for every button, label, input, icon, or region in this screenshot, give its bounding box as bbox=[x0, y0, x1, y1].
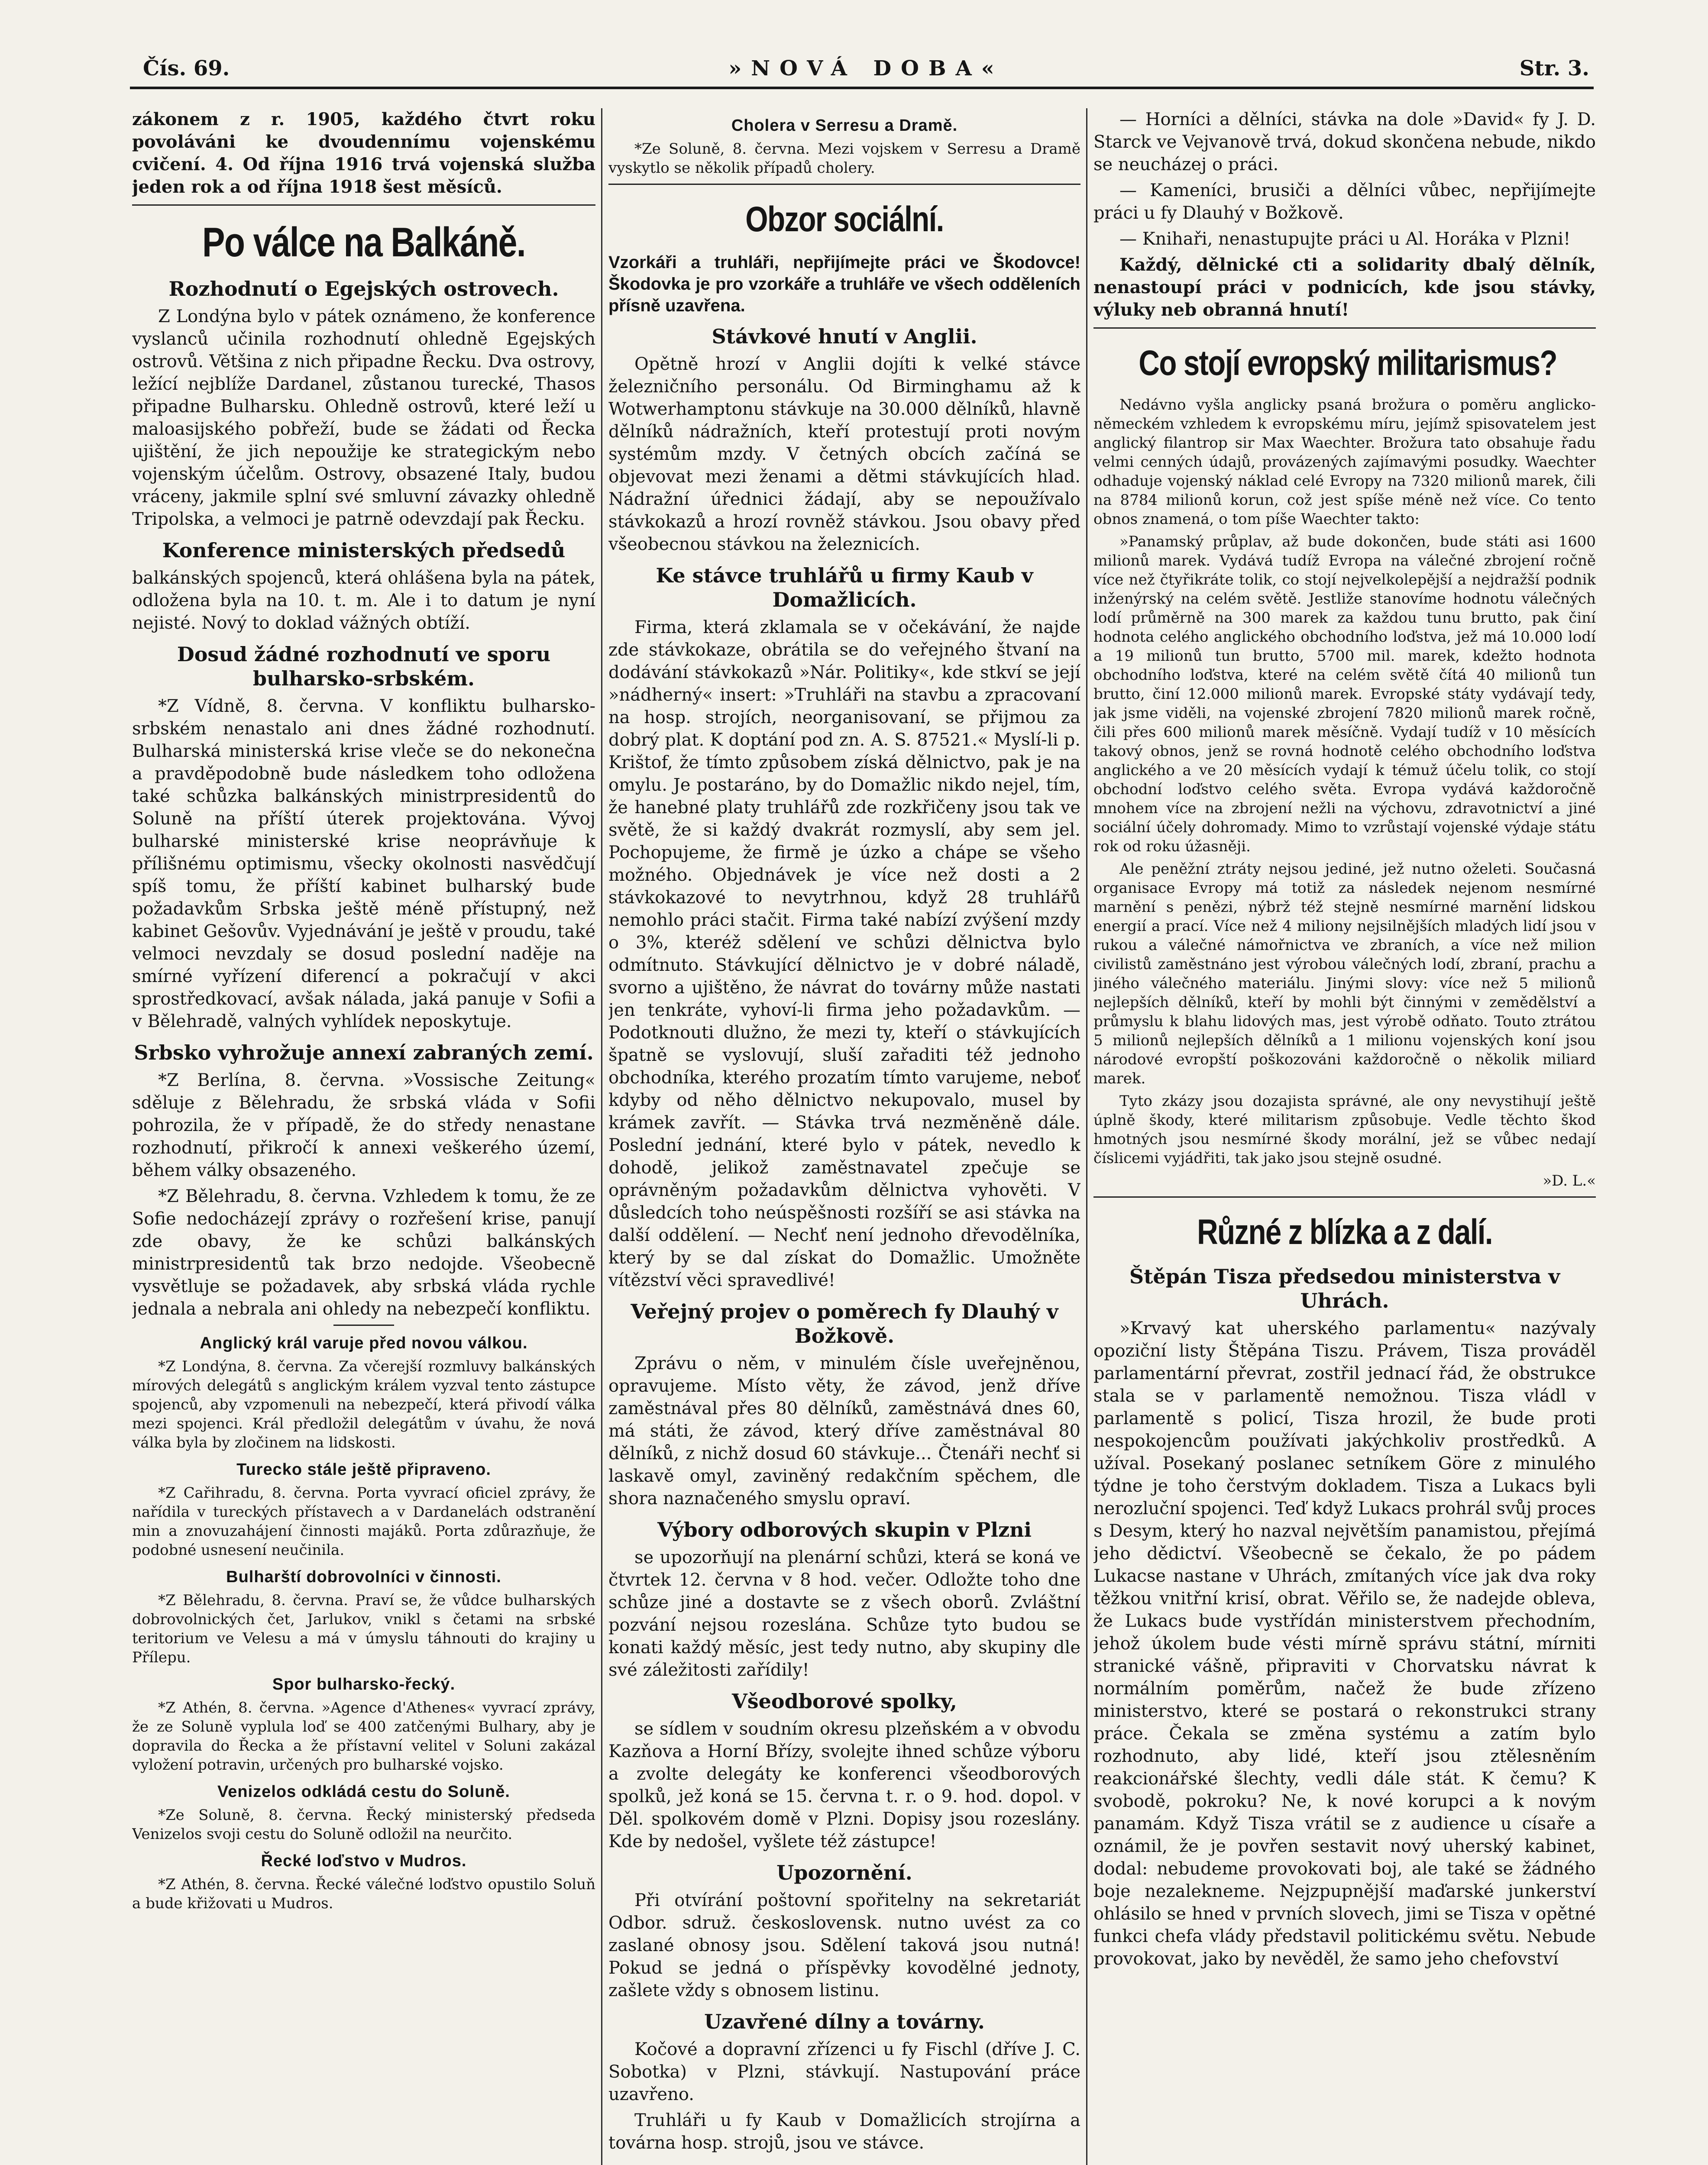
divider bbox=[333, 1325, 394, 1326]
article-heading: Cholera v Serresu a Dramě. bbox=[731, 116, 958, 135]
article-text: *Ze Soluně, 8. června. Mezi vojskem v Serresu a Dramě vyskytlo se několik případů cholery. bbox=[608, 140, 1080, 177]
article-heading: Bulharští dobrovolníci v činnosti. bbox=[226, 1568, 501, 1586]
article-text: *Z Vídně, 8. června. V konfliktu bulharsko-srbském nenastalo ani dnes žádné rozhodnutí. Bulharská ministerská krise vleče se do nekonečna a pravděpodobně bude následkem toho odložena také schůzka balkánských ministrpresidentů do Soluně na příští úterek projektována. Vývoj bulharské ministerské krise neoprávňuje k přílišnému optimismu, všecky okolnosti nasvědčují spíš tomu, že příští kabinet bulharský bude požadavkům Srbska ještě méně přístupný, než kabinet Gešovův. Vyjednávání je ještě v proudu, také velmoci nevzdaly se dosud poslední naděje na smírné vyřízení diferencí a pokračují v akci sprostředkovací, avšak nálada, jaká panuje v Sofii a v Bělehradě, valných vyhlídek neposkytuje. bbox=[132, 696, 595, 1031]
article-heading: Dosud žádné rozhodnutí ve sporu bulharsko-srbském. bbox=[177, 643, 551, 690]
article-text: *Z Berlína, 8. června. »Vossische Zeitung« sděluje z Bělehradu, že srbská vláda v Sofii pohrozila, že v případě, že do středy nenastane rozhodnutí, přikročí k annexi veškerého území, během války obsazeného. bbox=[132, 1070, 595, 1180]
paper-title: »NOVÁ DOBA« bbox=[728, 56, 1004, 81]
article-heading: Spor bulharsko-řecký. bbox=[272, 1675, 456, 1693]
article-text: Nedávno vyšla anglicky psaná brožura o poměru anglicko-německém vzhledem k evropskému míru, jejímž spisovatelem jest anglický filantrop sir Max Waechter. Brožura tato obsahuje řadu velmi cenných údajů, provázených zajímavými posudky. Waechter odhaduje vojenský náklad celé Evropy na 7320 milionů marek, čili na 8784 milionů korun, což jest spíše méně než více. Co tento obnos znamená, o tom píše Waechter takto: bbox=[1093, 396, 1596, 528]
article-text: se upozorňují na plenární schůzi, která se koná ve čtvrtek 12. června v 8 hod. večer. Odložte toho dne schůze jiné a dostavte se z všech oborů. Zvláštní pozvání nejsou rozeslána. Schůze tyto budou se konati každý měsíc, jest tedy nutno, aby skupiny dle své záležitosti zařídily! bbox=[608, 1548, 1080, 1680]
article-heading: Ke stávce truhlářů u firmy Kaub v Domažlicích. bbox=[656, 564, 1033, 611]
section-title: Co stojí evropský militarismus? bbox=[1139, 343, 1557, 383]
article-text: »Panamský průplav, až bude dokončen, bude státi asi 1600 milionů marek. Vydává tudíž Evropa na válečné zbrojení ročně více než čtyřikráte tolik, co stojí nejvelkolepější a nejdražší podnik inženýrský na celém světě. Jestliže stanovíme hodnotu válečných lodí průměrně na 300 marek za každou tunu brutto, pak činí hodnota celého anglického obchodního loďstva, jež má 10.000 lodí a 19 milionů tun brutto, 5700 mil. marek, kdežto hodnota obchodního loďstva, které na celém světě čítá 40 milionů tun brutto, činí 12.000 milionů marek. Evropské státy vydávají tedy, jak jsme viděli, na vojenské zbrojení 7820 milionů marek ročně, čili přes 600 milionů marek měsíčně. Vydají tudíž v 10 měsících takový obnos, jenž se rovná hodnotě celého obchodního loďstva anglického a ve 20 měsících vydají k témuž účelu tolik, co stojí obchodní loďstvo celého světa. Evropa vydává každoročně mnohem více na zbrojení nežli na výchovu, zdravotnictví a jiné sociální účely dohromady. Mimo to vzrůstají vojenské výdaje státu rok od roku úžasněji. bbox=[1093, 533, 1596, 855]
article-text: *Z Cařihradu, 8. června. Porta vyvrací oficiel zprávy, že nařídila v tureckých přístavech a v Dardanelách odstranění min a znovuzahájení činnosti majáků. Porta zdůrazňuje, že podobné usnesení neučinila. bbox=[132, 1484, 595, 1559]
article-heading: Upozornění. bbox=[776, 1861, 912, 1884]
notice-text: — Horníci a dělníci, stávka na dole »David« fy J. D. Starck ve Vejvanově trvá, dokud skončena nebude, nikdo se neucházej o práci. bbox=[1093, 110, 1596, 174]
column-1 bbox=[132, 108, 595, 2165]
signature: »D. L.« bbox=[1543, 1172, 1596, 1189]
article-heading: Rozhodnutí o Egejských ostrovech. bbox=[168, 277, 559, 301]
section-title: Různé z blízka a z dalí. bbox=[1197, 1212, 1492, 1252]
article-text: Firma, která zklamala se v očekávání, že najde zde stávkokaze, obrátila se do veřejného štvaní na dodávání stávkokazů »Nár. Politiky«, kde stkví se její »nádherný« insert: »Truhláři na stavbu a zpracovaní na hosp. strojích, neorganisovaní, se přijmou za dobrý plat. K doptání pod zn. A. S. 87521.« Myslí-li p. Krištof, že tímto způsobem získá dělnictvo, pak je na omylu. Je postaráno, by do Domažlic nikdo nejel, tím, že hanebné platy truhlářů zde rozkřičeny jsou tak ve světě, že si každý dvakrát rozmyslí, aby sem jel. Pochopujeme, že firmě je úzko a chápe se všeho možného. Objednávek je více než dosti a 2 stávkokazové to nevytrhnou, když 28 truhlářů nemohlo práci stačit. Firma také nabízí zvýšení mzdy o 3%, kteréž sdělení ve schůzi dělnictva bylo odmítnuto. Stávkující dělnictvo je v dobré náladě, svorno a ujištěno, že návrat do továrny může nastati jen tenkráte, vyhoví-li firma jeho požadavkům. — Podotknouti dlužno, že mezi ty, kteří o stávkujících špatně se vyslovují, sluší zařaditi též jednoho obchodníka, kterého prozatím tímto varujeme, neboť kdyby od něho dělnictvo nekupovalo, musel by krámek zavřít. — Stávka trvá nezměněně dále. Poslední jednání, které bylo v pátek, nevedlo k dohodě, jelikož zaměstnavatel zpečuje se oprávněným požadavkům dělnictva vyhověti. V důsledcích toho neúspěšnosti rozšíří se asi stávka na další oddělení. — Nechť není jednoho dřevodělníka, který by se dal získat do Domažlic. Umožněte vítězství věci spravedlivé! bbox=[608, 617, 1080, 1290]
article-heading: Výbory odborových skupin v Plzni bbox=[657, 1518, 1032, 1541]
article-text: se sídlem v soudním okresu plzeňském a v obvodu Kazňova a Horní Břízy, svolejte ihned schůze výboru a zvolte delegáty ke konferenci všeodborových spolků, jež koná se 15. června t. r. o 9. hod. dopol. v Děl. spolkovém domě v Plzni. Dopisy jsou rozeslány. Kde by nedošel, vyšlete též zástupce! bbox=[608, 1719, 1080, 1852]
article-heading: Venizelos odkládá cestu do Soluně. bbox=[217, 1783, 510, 1801]
divider bbox=[132, 204, 595, 206]
notice-text: Každý, dělnické cti a solidarity dbalý dělník, nenastoupí práci v podnicích, kde jsou stávky, výluky neb obranná hnutí! bbox=[1093, 255, 1596, 320]
column-divider bbox=[601, 108, 602, 2165]
article-text: Při otvírání poštovní spořitelny na sekretariát Odbor. sdruž. československ. nutno uvést za co zaslané obnosy jsou. Sdělení taková jsou nutná! Pokud se jedná o příspěvky kovodělné jednoty, zašlete vždy s obnosem listinu. bbox=[608, 1890, 1080, 2000]
article-heading: Uzavřené dílny a továrny. bbox=[704, 2010, 985, 2033]
divider bbox=[1093, 1196, 1596, 1198]
article-text: »Krvavý kat uherského parlamentu« nazývaly opoziční listy Štěpána Tiszu. Právem, Tisza prováděl parlamentární převrat, zostřil jednací řád, že obstrukce stala se v parlamentě nemožnou. Tisza vládl v parlamentě s policí, Tisza hrozil, že bude proti nespokojencům používati jakýchkoliv prostředků. A užíval. Posekaný poslanec setníkem Göre z minulého týdne je toho čerstvým dokladem. Tisza a Lukacs byli nerozluční spojenci. Teď když Lukacs prohrál svůj proces s Desym, který ho nazval největším panamistou, přejímá jeho dědictví. Všeobecně se čekalo, že po pádem Lukacse nastane v Uhrách, zmítaných více jak dva roky těžkou vnitřní krisí, obrat. Věřilo se, že nadejde obleva, že Lukacs bude vystřídán ministerstvem přechodním, jehož úkolem bude vésti mírně správu státní, mírniti stranické vášně, připraviti v Chorvatsku návrat k normálním poměrům, načež že bude zřízeno ministerstvo, které se postará o rekonstrukci strany práce. Čekala se změna systému a zatím bylo rozhodnuto, aby lidé, kteří jsou ztělesněním reakcionářské šlechty, vedli dále stát. K čemu? K svobodě, pokroku? Ne, k nové korupci a k novým panamám. Když Tisza vrátil se z audience u císaře a oznámil, že je povřen sestavit nový uherský kabinet, dodal: nebudeme provokovati boj, ale také se žádného boje nezalekneme. Nejzpupnější maďarské junkerství ohlásilo se hned v prvních slovech, jimi se Tisza v opětné funkci chefa vlády představil politickému světu. Nebude provokovat, jako by nevěděl, že samo jeho chefovství bbox=[1093, 1318, 1596, 1969]
article-heading: Stávkové hnutí v Anglii. bbox=[712, 325, 977, 348]
section-title: Obzor sociální. bbox=[745, 200, 944, 239]
article-text: *Z Bělehradu, 8. června. Vzhledem k tomu, že ze Sofie nedocházejí zprávy o rozřešení krise, panují zde obavy, že ke schůzi balkánských ministrpresidentů tak brzo nedojde. Všeobecně vysvětluje se požadavek, aby srbská vláda rychle jednala a nebrala ani ohledy na nebezpečí konfliktu. bbox=[132, 1186, 595, 1319]
column-3 bbox=[1093, 108, 1596, 2165]
issue-number: Čís. 69. bbox=[143, 56, 230, 81]
article-text: *Z Athén, 8. června. »Agence d'Athenes« vyvrací zprávy, že ze Soluně vyplula loď se 400 zatčenými Bulhary, aby je dopravila do Řecka a že přístavní velitel v Soluni zakázal vyložení potravin, určených pro bulharské vojsko. bbox=[132, 1699, 595, 1774]
header-rule bbox=[130, 87, 1594, 89]
article-text: *Z Londýna, 8. června. Za včerejší rozmluvy balkánských mírových delegátů s anglickým králem vyzval tento zástupce spojenců, aby vzpomenuli na nebezpečí, která přivodí válka mezi spojenci. Král předložil delegátům v úvahu, že nová válka byla by zločinem na lidskosti. bbox=[132, 1358, 595, 1451]
article-heading: Anglický král varuje před novou válkou. bbox=[200, 1334, 528, 1352]
article-heading: Veřejný projev o poměrech fy Dlauhý v Božkově. bbox=[631, 1300, 1058, 1347]
article-text: Opětně hrozí v Anglii dojíti k velké stávce železničního personálu. Od Birminghamu až k Wotwerhamptonu stávkuje na 30.000 dělníků, hlavně dělníků nádražních, kteří protestují proti novým systémům mzdy. V četných obcích začíná se objevovat mezi ženami a dětmi stávkujících hlad. Nádražní úřednici žádají, aby se nepoužívalo stávkokazů a hrozí rovněž stávkou. Jsou obavy před všeobecnou stávkou na železnicích. bbox=[608, 354, 1080, 554]
article-text: balkánských spojenců, která ohlášena byla na pátek, odložena byla na 10. t. m. Ale i to datum je nyní nejisté. Nový to doklad vážných obtíží. bbox=[132, 568, 595, 633]
article-heading: Všeodborové spolky, bbox=[732, 1690, 957, 1713]
notice-text: — Kameníci, brusiči a dělníci vůbec, nepřijímejte práci u fy Dlauhý v Božkově. bbox=[1093, 181, 1596, 223]
article-heading: Turecko stále ještě připraveno. bbox=[236, 1461, 491, 1479]
article-text: Ale peněžní ztráty nejsou jediné, jež nutno oželeti. Současná organisace Evropy má totiž za následek nejenom nesmírné marnění s penězi, nýbrž též stejně nesmírné marnění lidskou energií a prací. Více než 4 miliony nejsilnějších mladých lidí jsou v rukou a válečné námořnictva ve zbraních, a více než milion civilistů zaměstnáno jest výrobou válečných lodí, zbraní, prachu a jiného válečného materiálu. Jinými slovy: více než 5 milionů nejlepších dělníků, kteří by mohli být činnými v zemědělství a průmyslu k blahu lidových mas, jest výrobě odňato. Touto ztrátou 5 milionů nejlepších dělníků a 1 milionu vojenských koní jsou národové evropští poškozováni každoročně o několik miliard marek. bbox=[1093, 860, 1596, 1087]
article-text: *Z Athén, 8. června. Řecké válečné loďstvo opustilo Soluň a bude křižovati u Mudros. bbox=[132, 1876, 595, 1912]
article-heading: Srbsko vyhrožuje annexí zabraných zemí. bbox=[134, 1041, 594, 1064]
page-number: Str. 3. bbox=[1519, 56, 1589, 81]
article-text: Truhláři u fy Kaub v Domažlicích strojírna a továrna hosp. strojů, jsou ve stávce. bbox=[608, 2110, 1080, 2153]
article-heading: Konference ministerských předsedů bbox=[162, 539, 566, 562]
section-title: Po válce na Balkáně. bbox=[202, 219, 526, 265]
column-divider bbox=[1086, 108, 1087, 2165]
masthead bbox=[143, 56, 1589, 82]
article-heading: Řecké loďstvo v Mudros. bbox=[261, 1852, 467, 1870]
article-text: Zprávu o něm, v minulém čísle uveřejněnou, opravujeme. Místo věty, že závod, jenž dříve zaměstnával přes 80 dělníků, zaměstnává dnes 60, má státi, že závod, který dříve zaměstnával 80 dělníků, z nichž dosud 60 stávkuje... Čtenáři nechť si laskavě omyl, zaviněný redakčním spěchem, dle shora naznačeného smyslu opraví. bbox=[608, 1354, 1080, 1509]
intro-text: zákonem z r. 1905, každého čtvrt roku povoláváni ke dvoudennímu vojenskému cvičení. 4. Od října 1916 trvá vojenská služba jeden rok a od října 1918 šest měsíců. bbox=[132, 109, 595, 197]
warning-text: Vzorkáři a truhláři, nepřijímejte práci ve Škodovce! Škodovka je pro vzorkáře a truhláře ve všech odděleních přísně uzavřena. bbox=[608, 253, 1080, 315]
article-heading: Štěpán Tisza předsedou ministerstva v Uhrách. bbox=[1129, 1265, 1560, 1312]
article-text: *Ze Soluně, 8. června. Řecký ministerský předseda Venizelos svoji cestu do Soluně odložil na neurčito. bbox=[132, 1806, 595, 1843]
article-text: Z Londýna bylo v pátek oznámeno, že konference vyslanců učinila rozhodnutí ohledně Egejských ostrovů. Většina z nich připadne Řecku. Dva ostrovy, ležící nejblíže Dardanel, zůstanou turecké, Thasos připadne Bulharsku. Ohledně ostrovů, které leží u maloasijského pobřeží, bude se žádati od Řecka ujištění, že jich nepoužije ke strategickým nebo vojenským účelům. Ostrovy, obsazené Italy, budou vráceny, jakmile splní své smluvní závazky ohledně Tripolska, a velmoci je patrně odevzdají pak Řecku. bbox=[132, 307, 595, 529]
divider bbox=[608, 184, 1080, 185]
article-text: *Z Bělehradu, 8. června. Praví se, že vůdce bulharských dobrovolnických čet, Jarlukov, vnikl s četami na srbské teritorium ve Velesu a má v úmyslu táhnouti do krajiny u Přílepu. bbox=[132, 1592, 595, 1666]
article-text: Kočové a dopravní zřízenci u fy Fischl (dříve J. C. Sobotka) v Plzni, stávkují. Nastupování práce uzavřeno. bbox=[608, 2039, 1080, 2104]
column-2 bbox=[608, 108, 1080, 2165]
article-text: Tyto zkázy jsou dozajista správné, ale ony nevystihují ještě úplně škody, které militarism způsobuje. Vedle těchto škod hmotných jsou nesmírné škody morální, jež se vůbec nedají číslicemi vyjádřiti, tak jako jsou stejně osudné. bbox=[1093, 1092, 1596, 1167]
notice-text: — Knihaři, nenastupujte práci u Al. Horáka v Plzni! bbox=[1119, 229, 1571, 249]
divider bbox=[1093, 327, 1596, 329]
